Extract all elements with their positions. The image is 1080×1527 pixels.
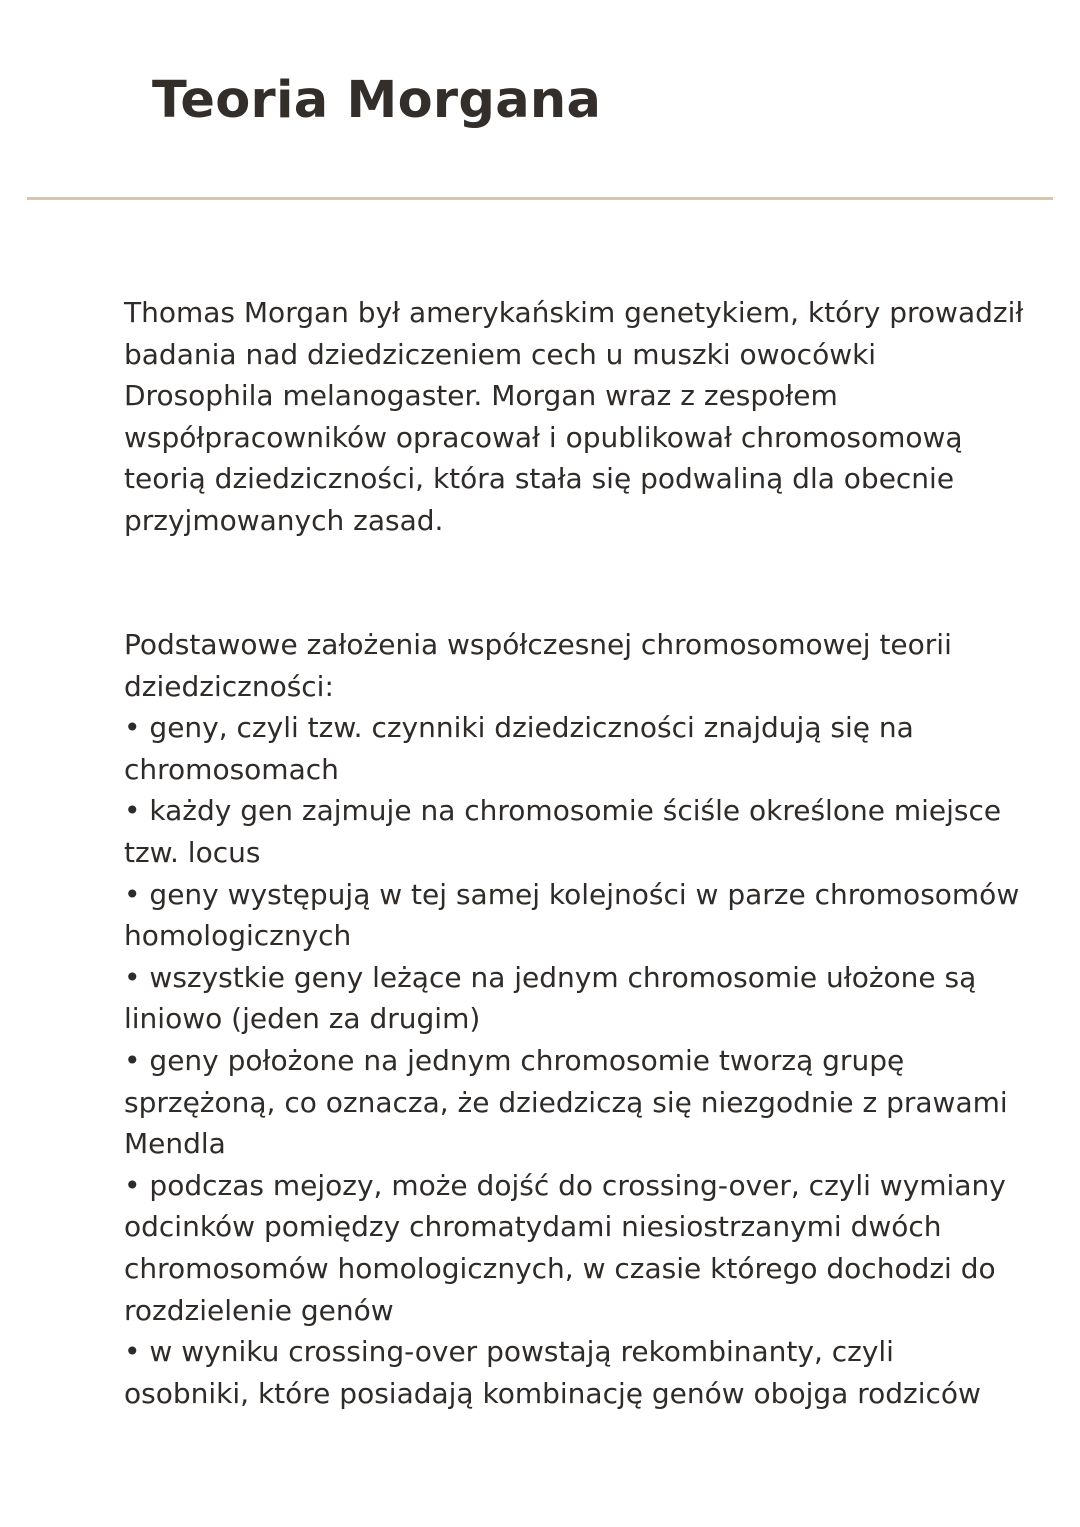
list-item <box>124 1040 1024 1165</box>
principles-section <box>124 624 1024 1414</box>
principles-heading: Podstawowe założenia współczesnej chromosomowej teorii dziedziczności: <box>124 628 952 703</box>
list-item-text: geny położone na jednym chromosomie tworzą grupę sprzężoną, co oznacza, że dziedziczą się niezgodnie z prawami Mendla <box>124 1043 1008 1161</box>
list-item <box>124 790 1024 873</box>
list-item-text: geny, czyli tzw. czynniki dziedziczności znajdują się na chromosomach <box>124 711 914 786</box>
principles-list <box>124 707 1024 1414</box>
list-item <box>124 1331 1024 1414</box>
list-item-text: podczas mejozy, może dojść do crossing-over, czyli wymiany odcinków pomiędzy chromatydami niesiostrzanymi dwóch chromosomów homologicznych, w czasie którego dochodzi do rozdzielenie genów <box>124 1168 1006 1327</box>
list-item-text: wszystkie geny leżące na jednym chromosomie ułożone są liniowo (jeden za drugim) <box>124 960 977 1036</box>
bullet-marker: • <box>124 1335 141 1369</box>
list-item <box>124 957 1024 1040</box>
bullet-marker: • <box>124 794 141 828</box>
bullet-marker: • <box>124 1043 141 1077</box>
bullet-marker: • <box>124 711 141 745</box>
bullet-marker: • <box>124 877 141 911</box>
page-title: Teoria Morgana <box>152 71 602 130</box>
intro-section <box>124 292 1024 542</box>
bullet-marker: • <box>124 1168 141 1202</box>
title-divider <box>27 197 1053 200</box>
list-item-text: każdy gen zajmuje na chromosomie ściśle określone miejsce tzw. locus <box>124 794 1002 869</box>
list-item <box>124 707 1024 790</box>
list-item <box>124 1165 1024 1331</box>
list-item-text: geny występują w tej samej kolejności w parze chromosomów homologicznych <box>124 877 1020 953</box>
intro-paragraph: Thomas Morgan był amerykańskim genetykiem, który prowadził badania nad dziedziczeniem cech u muszki owocówki Drosophila melanogaster. Morgan wraz z zespołem współpracowników opracował i opublikował chromosomową teorią dziedziczności, która stała się podwaliną dla obecnie przyjmowanych zasad. <box>124 296 1024 537</box>
bullet-marker: • <box>124 960 141 994</box>
list-item-text: w wyniku crossing-over powstają rekombinanty, czyli osobniki, które posiadają kombinację genów obojga rodziców <box>124 1335 981 1410</box>
list-item <box>124 874 1024 957</box>
